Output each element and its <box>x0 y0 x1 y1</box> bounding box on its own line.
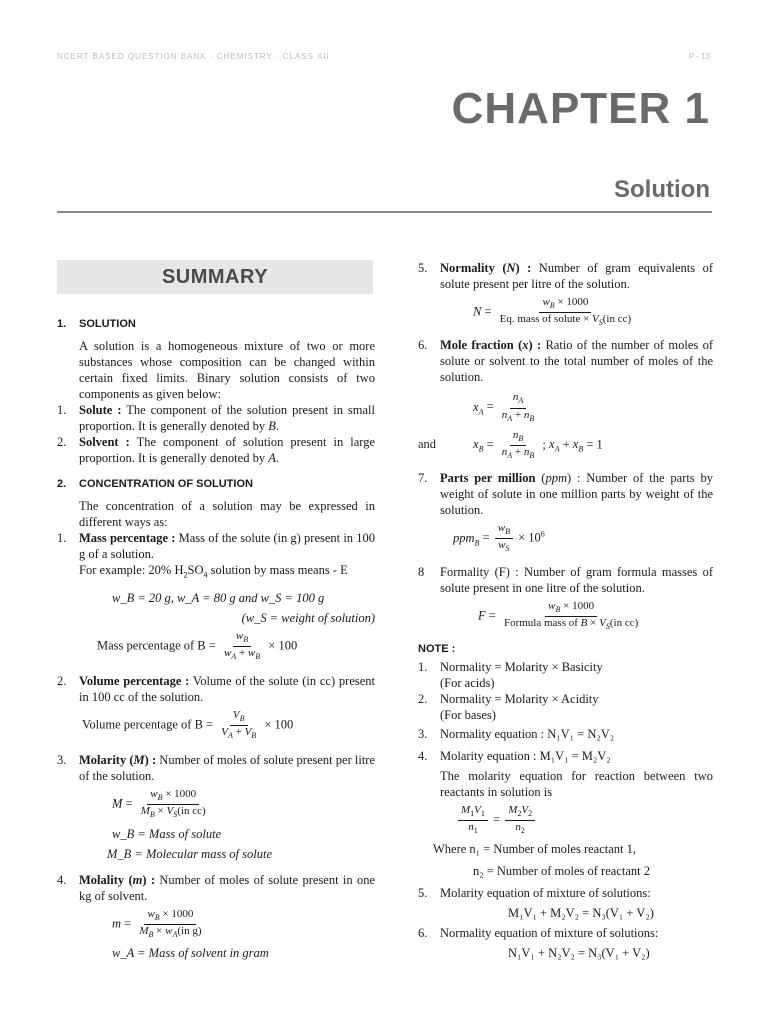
section-title: SOLUTION <box>79 318 136 330</box>
item-text: Number of moles of solute present in one kg of solvent. <box>79 872 376 903</box>
equation: (w_S = weight of solution) <box>241 610 375 625</box>
item-text: Mass of the solute (in g) present in 100 g of a solution. <box>79 531 375 561</box>
fraction: $\frac{M_2V_2}{n_2}$ <box>505 804 535 837</box>
formula-mixture-molarity: M₁V₁ + M₂V₂ = N₃(V₁ + V₂) <box>508 906 654 921</box>
paragraph: The concentration of a solution may be expressed in different ways as: <box>79 499 375 529</box>
fraction: $\frac{w_B}{w_A + w_B}$ <box>223 629 261 661</box>
fraction: $\frac{M_1V_1}{n_1}$ <box>458 804 488 837</box>
formula-mass-percentage: Mass percentage of B = $\frac{w_B}{w_A + w_B}$ × 100 <box>97 629 298 661</box>
formula-xb: and $x_B$ = $\frac{n_B}{n_A + n_B}$ ; $x_A + x_B = 1$ <box>418 428 603 461</box>
item-label: Volume percentage : <box>79 673 190 688</box>
item-number: 2. <box>57 673 67 688</box>
chapter-heading: CHAPTER 1 <box>451 84 710 133</box>
item-number: 4. <box>57 872 67 887</box>
note-number: 1. <box>418 659 428 674</box>
fraction: $\frac{n_A}{n_A + n_B}$ <box>501 391 535 423</box>
note-number: 3. <box>418 726 428 741</box>
formula-formality: F = $\frac{w_B \times 1000}{Formula mass of B \times V_S(in cc)}$ <box>418 600 713 633</box>
paragraph: A solution is a homogeneous mixture of two or more substances whose composition can be changed within certain fixed limits. Binary solution consists of two components as given below: <box>79 339 375 401</box>
chapter-title: Solution <box>614 176 710 203</box>
running-header-right: P - 13 <box>688 52 710 61</box>
note-item <box>418 925 713 941</box>
item-label: Mole fraction <box>440 338 514 353</box>
list-item-mass-percentage <box>57 530 375 584</box>
item-label: Molality <box>79 872 125 887</box>
definition: w_B = Mass of solute <box>112 826 222 841</box>
formula-ppm: ppm$_B$ = $\frac{w_B}{w_S}$ × $10^6$ <box>453 522 545 554</box>
example-text: For example: 20% H <box>79 563 184 577</box>
fraction: $\frac{n_B}{n_A + n_B}$ <box>501 428 535 461</box>
note-item <box>418 748 713 764</box>
left-column <box>57 316 375 965</box>
item-body: Normality (N) : Number of gram equivalents of solute present per litre of the solution. <box>440 261 714 291</box>
list-item-molality <box>57 872 375 904</box>
summary-heading: SUMMARY <box>57 260 373 294</box>
item-body <box>79 673 375 705</box>
right-column <box>418 260 713 965</box>
note-number: 6. <box>418 926 428 941</box>
note-number: 5. <box>418 886 428 901</box>
item-body: Solvent : The component of solution present in large proportion. It is generally denoted by A. <box>79 435 375 465</box>
item-number: 5. <box>418 261 428 275</box>
item-body: Molality (m) : Number of moles of solute present in one kg of solvent. <box>79 872 376 903</box>
item-number: 8 <box>418 564 425 579</box>
list-item-solvent <box>57 434 375 466</box>
fraction: $\frac{w_B}{w_S}$ <box>495 522 513 555</box>
formula-reaction: $\frac{M_1V_1}{n_1}$ = $\frac{M_2V_2}{n_2}$ <box>418 804 713 837</box>
paragraph: The molarity equation for reaction between two reactants in solution is <box>440 768 713 799</box>
item-text: The component of the solution present in small proportion. It is generally denoted by <box>79 403 376 433</box>
equation: w_B = 20 g, w_A = 80 g and w_S = 100 g <box>112 590 325 605</box>
list-item-volume-percentage <box>57 673 375 705</box>
note-sub: (For bases) <box>440 707 496 722</box>
item-label: Parts per million <box>440 471 536 486</box>
item-number: 2. <box>57 435 67 449</box>
item-body: Parts per million (ppm) : Number of the parts by weight of solute in one million parts by weight of the solution. <box>440 471 713 518</box>
item-text: Ratio of the number of moles of solute or solvent to the total number of moles of the solution. <box>440 338 714 385</box>
note-item <box>418 659 713 691</box>
note-body: Molarity equation of mixture of solutions: <box>440 886 651 901</box>
list-item-formality <box>418 564 713 596</box>
note-number: 4. <box>418 748 428 763</box>
item-body: Formality (F) : Number of gram formula masses of solute present in one litre of the solution. <box>440 564 713 595</box>
note-text: Normality = Molarity × Basicity <box>440 659 603 674</box>
note-body <box>440 691 713 723</box>
definition: M_B = Molecular mass of solute <box>107 846 273 861</box>
section-heading-concentration <box>57 478 375 490</box>
header-rule <box>57 211 712 213</box>
item-body: Solute : The component of the solution present in small proportion. It is generally denoted by B. <box>79 403 376 433</box>
item-number: 1. <box>57 531 67 545</box>
item-label: Solute : <box>79 403 122 417</box>
formula-mixture-normality: N₁V₁ + N₂V₂ = N₃(V₁ + V₂) <box>508 946 650 961</box>
formula-volume-percentage: Volume percentage of B = $\frac{V_B}{V_A + V_B}$ × 100 <box>82 708 294 741</box>
note-item <box>418 726 713 742</box>
formula-xa: $x_A$ = $\frac{n_A}{n_A + n_B}$ <box>418 391 713 424</box>
item-text: Number of gram equivalents of solute present per litre of the solution. <box>440 261 714 291</box>
example-text-2: SO <box>187 563 204 577</box>
item-text: The component of solution present in large proportion. It is generally denoted by <box>79 435 375 465</box>
section-number: 1. <box>57 318 67 330</box>
fraction: $\frac{w_B \times 1000}{M_B \times V_S(in cc)}$ <box>140 788 206 820</box>
item-label: Solvent : <box>79 435 130 449</box>
note-body: Molarity equation : M₁V₁ = M₂V₂ <box>440 748 611 763</box>
fraction: $\frac{V_B}{V_A + V_B}$ <box>221 708 257 741</box>
note-heading: NOTE : <box>418 642 456 655</box>
item-text: Number of the parts by weight of solute in one million parts by weight of the solution. <box>440 471 713 518</box>
list-item-molarity <box>57 752 375 784</box>
fraction: $\frac{w_B \times 1000}{Eq. mass of solute \times V_S(in cc)}$ <box>499 296 632 328</box>
item-number: 1. <box>57 403 67 417</box>
note-body: Normality equation of mixture of solutions: <box>440 926 659 941</box>
item-var: A <box>268 451 276 465</box>
note-number: 2. <box>418 691 428 706</box>
item-body: Mole fraction (x) : Ratio of the number of moles of solute or solvent to the total number of moles of the solution. <box>440 338 714 385</box>
section-heading-solution <box>57 318 375 330</box>
running-header-left: NCERT BASED QUESTION BANK · CHEMISTRY · CLASS XII <box>57 52 330 61</box>
note-body: Normality equation : N₁V₁ = N₂V₂ <box>440 726 615 741</box>
example-text-3: solution by mass means - E <box>207 563 348 577</box>
list-item-ppm <box>418 470 713 518</box>
list-item-solute <box>57 402 375 434</box>
item-number: 3. <box>57 753 67 768</box>
formula-molality: m = $\frac{w_B \times 1000}{M_B \times w_A(in g)}$ <box>57 908 375 941</box>
item-label: Normality <box>440 261 495 275</box>
formula-normality: N = $\frac{w_B \times 1000}{Eq. mass of solute \times V_S(in cc)}$ <box>418 296 713 329</box>
item-text: Volume of the solute (in cc) present in 100 cc of the solution. <box>79 673 376 704</box>
note-body <box>440 659 713 691</box>
list-item-mole-fraction <box>418 337 713 385</box>
formula-molarity: M = $\frac{w_B \times 1000}{M_B \times V_S(in cc)}$ <box>57 788 375 821</box>
item-number: 7. <box>418 471 428 486</box>
and-text: and <box>418 437 437 452</box>
note-sub: (For acids) <box>440 675 495 690</box>
list-item-normality <box>418 260 713 292</box>
item-label: Molarity <box>79 753 127 768</box>
note-item <box>418 691 713 723</box>
where-line: n₂ = Number of moles of reactant 2 <box>473 864 650 879</box>
fraction: $\frac{w_B \times 1000}{Formula mass of B \times V_S(in cc)}$ <box>503 599 639 631</box>
note-item <box>418 885 713 901</box>
item-number: 6. <box>418 338 428 353</box>
item-label: Mass percentage : <box>79 531 176 545</box>
where-line: Where n₁ = Number of moles reactant 1, <box>433 842 636 857</box>
item-body: Mass percentage : Mass of the solute (in g) present in 100 g of a solution. For example: 20% $H_2SO_4$ solution by mass means - E <box>79 531 375 580</box>
section-number: 2. <box>57 478 67 490</box>
fraction: $\frac{w_B \times 1000}{M_B \times w_A(in g)}$ <box>139 907 202 939</box>
formula-lhs: Volume percentage of B = <box>82 717 214 732</box>
item-body: Molarity (M) : Number of moles of solute present per litre of the solution. <box>79 753 376 784</box>
item-var: B <box>268 419 276 433</box>
note-text: Normality = Molarity × Acidity <box>440 691 599 706</box>
formula-lhs: Mass percentage of B = <box>97 638 216 653</box>
definition: w_A = Mass of solvent in gram <box>112 946 269 960</box>
item-text: Number of moles of solute present per litre of the solution. <box>79 753 376 784</box>
section-title: CONCENTRATION OF SOLUTION <box>79 478 253 490</box>
